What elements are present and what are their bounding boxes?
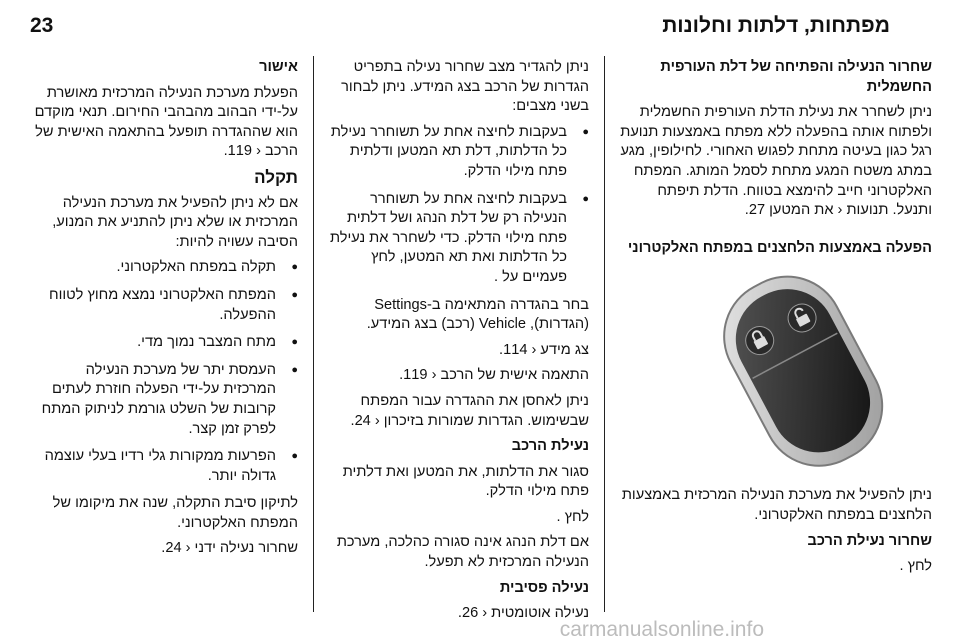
bullet-list <box>32 258 298 486</box>
list-item: ● תקלה במפתח האלקטרוני. <box>32 258 298 278</box>
bullet-list <box>326 123 589 288</box>
list-item: ● מתח המצבר נמוך מדי. <box>32 333 298 353</box>
page-footer <box>0 604 960 642</box>
page-header <box>0 0 960 44</box>
paragraph: ניתן להגדיר מצב שחרור נעילה בתפריט הגדרות של הרכב בצג המידע. ניתן לבחור בשני מצבים: <box>341 59 589 115</box>
paragraph: לחץ . <box>899 558 932 575</box>
column-divider <box>313 56 314 612</box>
section-title: תקלה <box>254 167 298 187</box>
page-number: 23 <box>30 14 54 37</box>
list-item: ● העמסת יתר של מערכת הנעילה המרכזית על-ידי הפעלה חוזרת לעתים קרובות של השלט גורמת לניתוק המתח לפרק זמן קצר. <box>32 361 298 439</box>
column-middle <box>326 58 589 630</box>
paragraph: אם לא ניתן להפעיל את מערכת הנעילה המרכזית או שלא ניתן להתניע את המנוע, הסיבה עשויה להיות: <box>52 194 298 250</box>
paragraph: ניתן לאחסן את ההגדרה עבור המפתח שבשימוש. הגדרות שמורות בזיכרון ‹ 24. <box>350 392 589 429</box>
paragraph: ניתן להפעיל את מערכת הנעילה המרכזית באמצעות הלחצנים במפתח האלקטרוני. <box>621 487 932 523</box>
list-item: ● הפרעות ממקורות גלי רדיו בעלי עוצמה גדולה יותר. <box>32 447 298 486</box>
paragraph: בחר בהגדרה המתאימה ב-Settings (הגדרות), Vehicle (רכב) בצג המידע. <box>366 296 589 333</box>
section-title: אישור <box>259 59 298 75</box>
paragraph: צג מידע ‹ 114. <box>499 341 589 358</box>
key-fob-illustration <box>674 264 932 474</box>
paragraph: אם דלת הנהג אינה סגורה כהלכה, מערכת הנעילה המרכזית לא תפעל. <box>336 534 589 571</box>
paragraph: לתיקון סיבת התקלה, שנה את מיקומו של המפתח האלקטרוני. <box>52 495 298 531</box>
paragraph: התאמה אישית של הרכב ‹ 119. <box>399 367 589 384</box>
list-item: ● בעקבות לחיצה אחת על תשוחרר נעילת כל הדלתות, דלת תא המטען ודלתית פתח מילוי הדלק. <box>326 123 589 182</box>
paragraph: שחרור נעילה ידני ‹ 24. <box>161 540 298 557</box>
column-right <box>618 58 932 583</box>
section-title: שחרור הנעילה והפתיחה של דלת העורפית החשמלית <box>660 59 932 95</box>
section-title: הפעלה באמצעות הלחצנים במפתח האלקטרוני <box>627 239 932 256</box>
paragraph: ניתן לשחרר את נעילת הדלת העורפית החשמלית ולפתוח אותה בהפעלה ללא מפתח באמצעות תנועת רגל כגון בעיטה מתחת לפגוש האחורי. לחילופין, מגע במתג משטח המגע מתחת לסמל המותג. המפתח האלקטרוני חייב להימצא בטווח. הדלת תיפתח ותנעל. תנועות ‹ את המטען 27. <box>620 104 932 219</box>
watermark: carmanualsonline.info <box>559 618 764 641</box>
running-title: מפתחות, דלתות וחלונות <box>662 14 890 37</box>
key-fob-icon <box>674 264 932 474</box>
column-divider <box>604 56 605 612</box>
paragraph: נעילה אוטומטית ‹ 26. <box>457 605 589 622</box>
section-title: נעילת הרכב <box>511 438 589 455</box>
column-left <box>32 58 298 565</box>
section-title: שחרור נעילת הרכב <box>807 532 932 549</box>
paragraph: לחץ . <box>556 508 589 525</box>
list-item: ● בעקבות לחיצה אחת על תשוחרר הנעילה רק של דלת הנהג ושל דלתית פתח מילוי הדלק. כדי לשחרר את נעילת כל הדלתות ואת תא המטען, לחץ פעמיים על . <box>326 190 589 288</box>
section-title: נעילה פסיבית <box>499 579 589 596</box>
paragraph: הפעלת מערכת הנעילה המרכזית מאושרת על-ידי הבהוב מהבהבי החירום. תנאי מוקדם הוא שההגדרה תופעל בהתאמה האישית של הרכב ‹ 119. <box>34 84 298 160</box>
list-item: ● המפתח האלקטרוני נמצא מחוץ לטווח ההפעלה. <box>32 286 298 325</box>
paragraph: סגור את הדלתות, את המטען ואת דלתית פתח מילוי הדלק. <box>342 463 589 500</box>
